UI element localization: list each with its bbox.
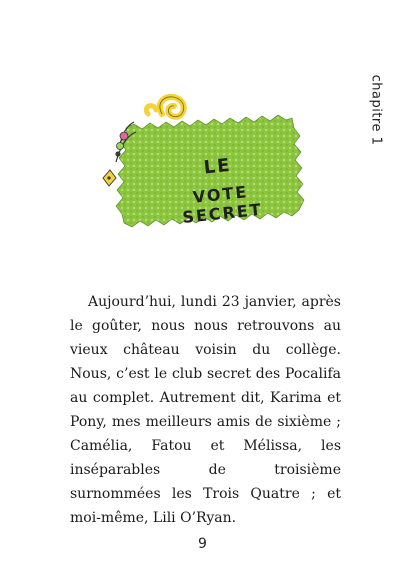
dark-bead-icon — [115, 151, 120, 156]
chapter-side-label — [364, 74, 388, 146]
chapter-title-line-1: LE — [202, 154, 233, 179]
chapter-title-line-2: VOTE SECRET — [181, 182, 264, 228]
body-text — [70, 290, 341, 530]
page-number: 9 — [198, 536, 207, 552]
yellow-swirl-icon — [146, 97, 183, 117]
pink-bead-icon — [120, 132, 128, 140]
green-bead-icon — [117, 143, 124, 150]
body-paragraph: Aujourd’hui, lundi 23 janvier, après le goûter, nous nous retrouvons au vieux château voisin du collège. Nous, c’est le club secret des Pocalifa au complet. Autrement dit, Karima et Pony, mes meilleurs amis de sixième ; Camélia, Fatou et Mélissa, les inséparables de troisième surnommées les Trois Quatre ; et moi-même, Lili O’Ryan. — [70, 294, 341, 526]
chapter-side-label-text: chapitre 1 — [368, 74, 384, 146]
